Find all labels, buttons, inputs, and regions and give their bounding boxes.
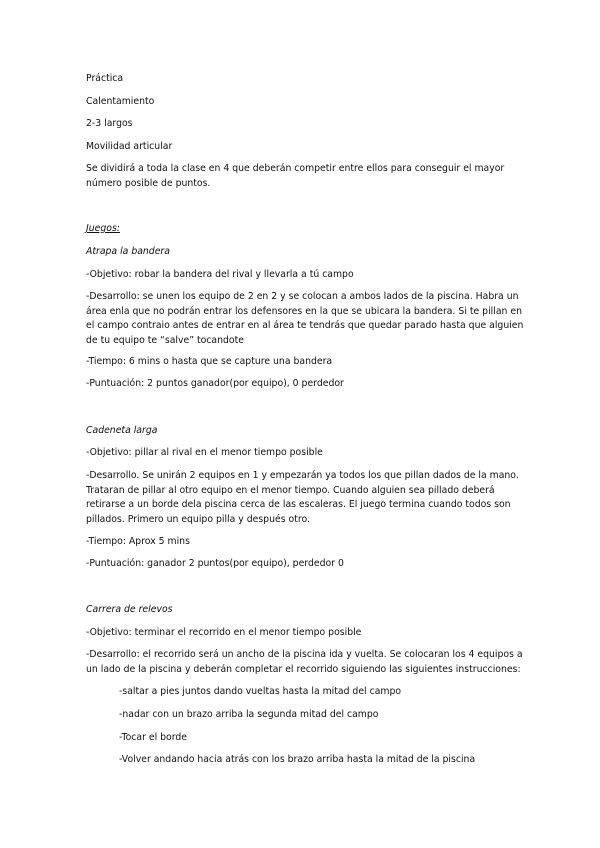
game2-puntuacion: -Puntuación: ganador 2 puntos(por equipo), perdedor 0 — [86, 558, 344, 569]
game3-objetivo: -Objetivo: terminar el recorrido en el menor tiempo posible — [86, 627, 362, 638]
text-movilidad: Movilidad articular — [86, 141, 173, 152]
game1-tiempo: -Tiempo: 6 mins o hasta que se capture una bandera — [86, 356, 333, 367]
game2-title: Cadeneta larga — [86, 425, 158, 436]
game1-desarrollo: -Desarrollo: se unen los equipo de 2 en 2 y se colocan a ambos lados de la piscina. Habra un área enla que no podrán entrar los defensores en la que se ubicara la bandera. Si te pillan en el campo contraio antes de entrar en al área te tendrás que quedar parado hasta que alguien de tu equipo te “salve” tocandote — [86, 291, 524, 346]
game1-puntuacion: -Puntuación: 2 puntos ganador(por equipo), 0 perdedor — [86, 378, 344, 389]
game1-objetivo: -Objetivo: robar la bandera del rival y llevarla a tú campo — [86, 269, 354, 280]
heading-calentamiento: Calentamiento — [86, 96, 155, 107]
heading-practica: Práctica — [86, 73, 124, 84]
game3-step: -nadar con un brazo arriba la segunda mitad del campo — [119, 709, 379, 720]
game3-step: -Volver andando hacia atrás con los brazo arriba hasta la mitad de la piscina — [119, 754, 476, 765]
game3-title: Carrera de relevos — [86, 604, 173, 615]
game3-desarrollo: -Desarrollo: el recorrido será un ancho de la piscina ida y vuelta. Se colocaran los 4 equipos a un lado de la piscina y deberán completar el recorrido siguiendo las siguientes instrucciones: — [86, 649, 523, 675]
juegos-heading: Juegos: — [86, 223, 120, 234]
game2-desarrollo: -Desarrollo. Se unirán 2 equipos en 1 y empezarán ya todos los que pillan dados de la mano. Trataran de pillar al otro equipo en el menor tiempo. Cuando alguien sea pillado deberá retirarse a un borde dela piscina cerca de las escaleras. El juego termina cuando todos son pillados. Primero un equipo pilla y después otro. — [86, 470, 519, 525]
intro-paragraph: Se dividirá a toda la clase en 4 que deberán competir entre ellos para conseguir el mayor número posible de puntos. — [86, 163, 505, 189]
game2-tiempo: -Tiempo: Aprox 5 mins — [86, 536, 190, 547]
game1-title: Atrapa la bandera — [86, 246, 170, 257]
game2-objetivo: -Objetivo: pillar al rival en el menor tiempo posible — [86, 447, 323, 458]
text-largos: 2-3 largos — [86, 118, 133, 129]
game3-step: -saltar a pies juntos dando vueltas hasta la mitad del campo — [119, 686, 402, 697]
game3-step: -Tocar el borde — [119, 732, 188, 743]
